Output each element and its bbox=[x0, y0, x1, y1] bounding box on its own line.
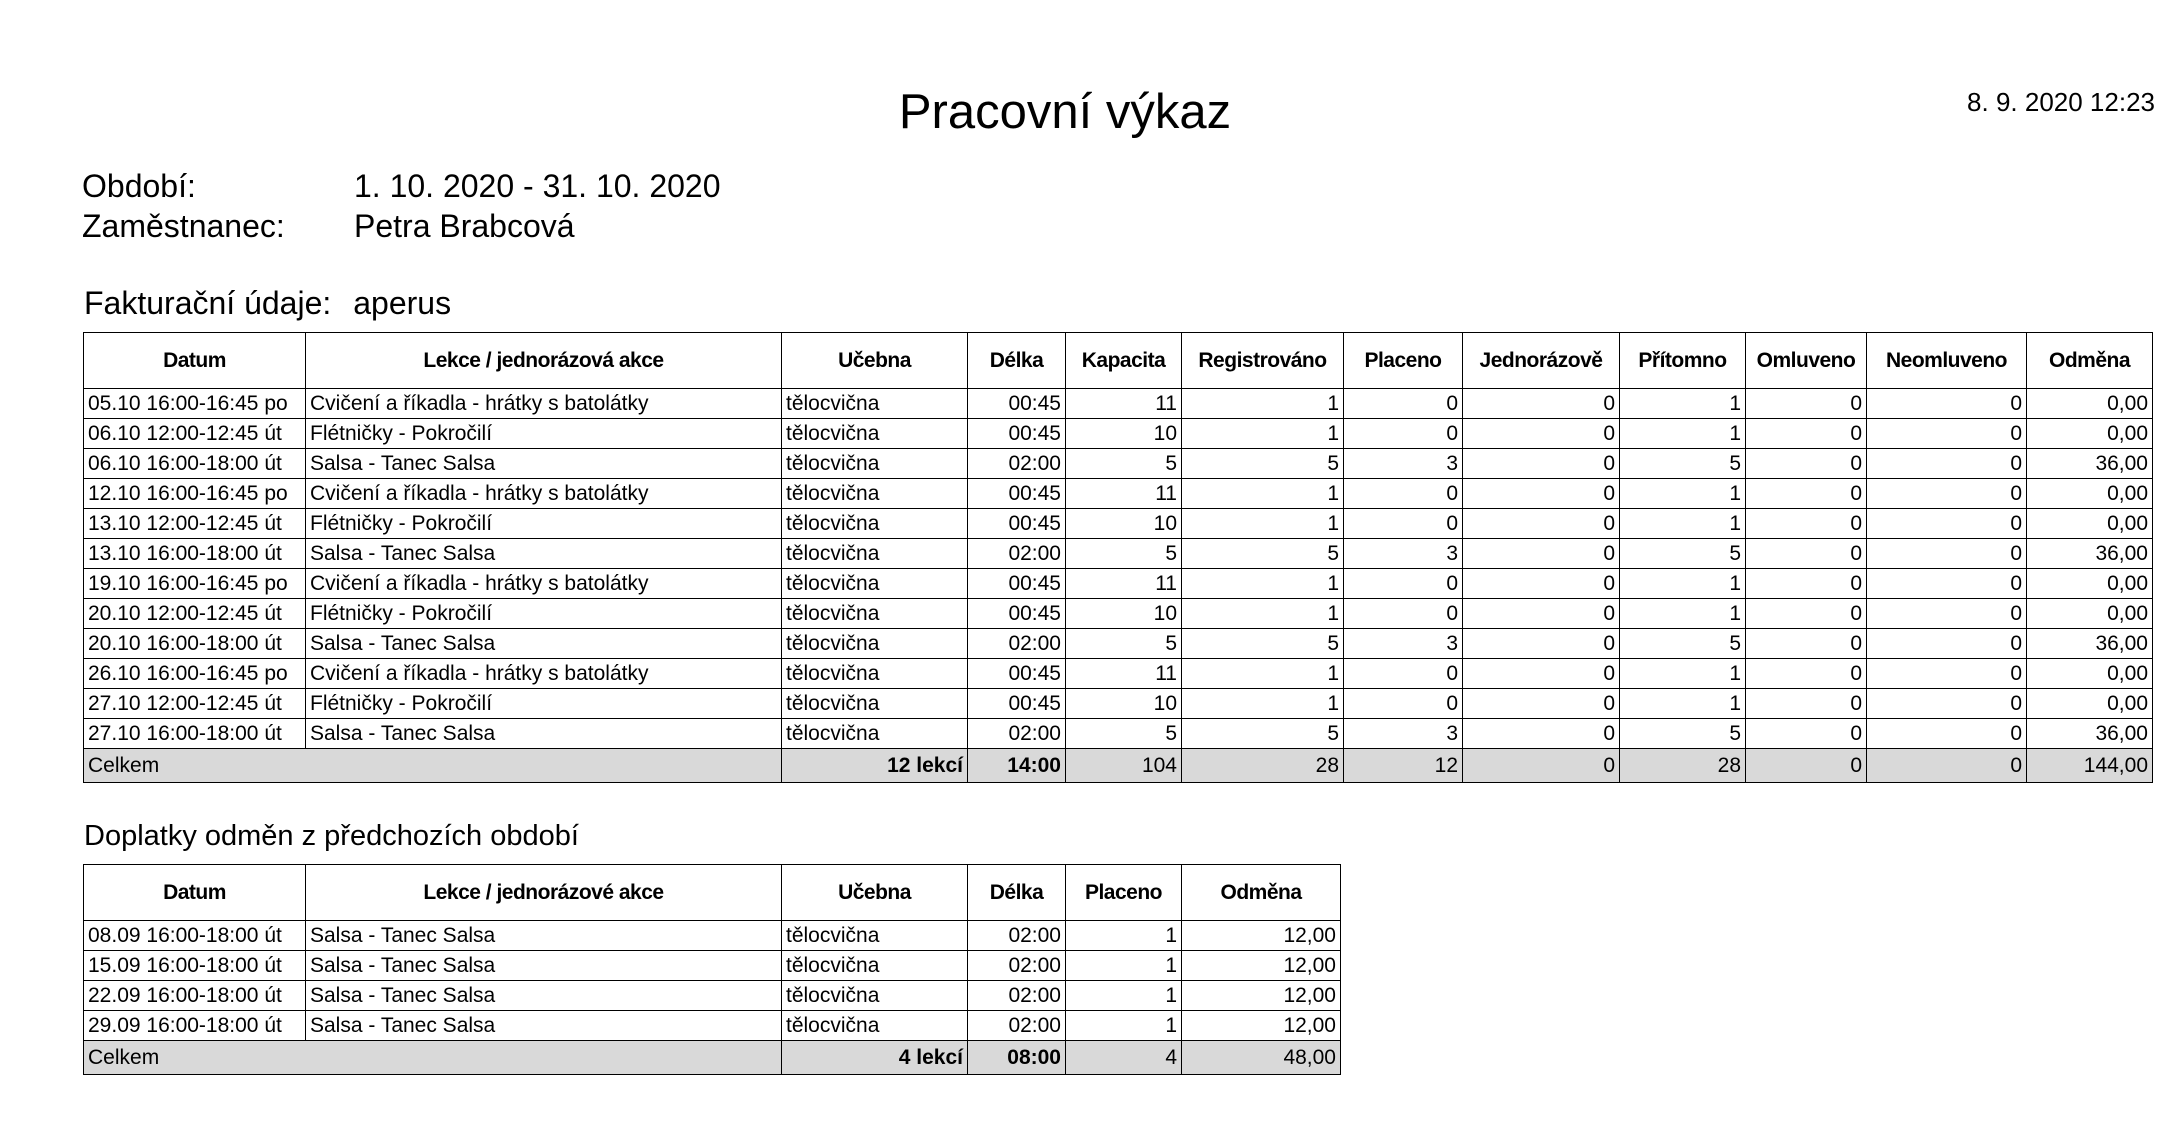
table-cell: 0 bbox=[1463, 449, 1620, 479]
table-cell: tělocvična bbox=[782, 509, 968, 539]
table-cell: 11 bbox=[1066, 389, 1182, 419]
table-cell: 0 bbox=[1867, 569, 2027, 599]
table-cell: 0 bbox=[1746, 419, 1867, 449]
main-table-body bbox=[84, 389, 2153, 783]
column-header: Učebna bbox=[782, 865, 968, 921]
total-value: 0 bbox=[1746, 749, 1867, 783]
table-cell: 0 bbox=[1867, 389, 2027, 419]
table-cell: 29.09 16:00-18:00 út bbox=[84, 1011, 306, 1041]
table-cell: 12,00 bbox=[1182, 951, 1341, 981]
table-cell: 1 bbox=[1620, 689, 1746, 719]
table-cell: 11 bbox=[1066, 659, 1182, 689]
table-cell: 12,00 bbox=[1182, 1011, 1341, 1041]
table-cell: 36,00 bbox=[2027, 449, 2153, 479]
table-cell: 0 bbox=[1746, 389, 1867, 419]
table-cell: 22.09 16:00-18:00 út bbox=[84, 981, 306, 1011]
column-header: Neomluveno bbox=[1867, 333, 2027, 389]
total-length: 14:00 bbox=[968, 749, 1066, 783]
column-header: Datum bbox=[84, 865, 306, 921]
total-lessons: 4 lekcí bbox=[782, 1041, 968, 1075]
table-cell: 0 bbox=[1463, 419, 1620, 449]
table-cell: 1 bbox=[1066, 921, 1182, 951]
table-cell: 02:00 bbox=[968, 449, 1066, 479]
table-cell: 0 bbox=[1867, 689, 2027, 719]
table-cell: 02:00 bbox=[968, 951, 1066, 981]
table-cell: 1 bbox=[1066, 1011, 1182, 1041]
table-cell: 02:00 bbox=[968, 921, 1066, 951]
table-cell: 12,00 bbox=[1182, 921, 1341, 951]
table-cell: 1 bbox=[1182, 689, 1344, 719]
table-cell: Flétničky - Pokročilí bbox=[306, 509, 782, 539]
table-cell: 5 bbox=[1066, 719, 1182, 749]
table-cell: 0 bbox=[1463, 479, 1620, 509]
table-cell: 0 bbox=[1344, 389, 1463, 419]
table-row bbox=[84, 569, 2153, 599]
table-cell: 12.10 16:00-16:45 po bbox=[84, 479, 306, 509]
table-cell: 1 bbox=[1182, 659, 1344, 689]
table-cell: 0 bbox=[1746, 539, 1867, 569]
table-cell: 5 bbox=[1620, 449, 1746, 479]
table-cell: tělocvična bbox=[782, 659, 968, 689]
table-cell: Cvičení a říkadla - hrátky s batolátky bbox=[306, 479, 782, 509]
period-label: Období: bbox=[82, 168, 196, 204]
table-cell: 06.10 16:00-18:00 út bbox=[84, 449, 306, 479]
table-cell: 5 bbox=[1066, 629, 1182, 659]
table-cell: 0 bbox=[1463, 569, 1620, 599]
table-cell: 12,00 bbox=[1182, 981, 1341, 1011]
table-cell: 0 bbox=[1867, 449, 2027, 479]
total-value: 12 bbox=[1344, 749, 1463, 783]
column-header: Lekce / jednorázové akce bbox=[306, 865, 782, 921]
table-cell: 0 bbox=[1344, 509, 1463, 539]
table-cell: 0 bbox=[1746, 659, 1867, 689]
report-title: Pracovní výkaz bbox=[898, 85, 1232, 139]
table-cell: tělocvična bbox=[782, 921, 968, 951]
table-cell: 0,00 bbox=[2027, 509, 2153, 539]
table-cell: 0 bbox=[1463, 599, 1620, 629]
table-cell: 0 bbox=[1867, 419, 2027, 449]
table-row bbox=[84, 419, 2153, 449]
extra-table-header bbox=[84, 865, 1341, 921]
table-cell: 0 bbox=[1746, 599, 1867, 629]
table-row bbox=[84, 629, 2153, 659]
table-cell: 13.10 16:00-18:00 út bbox=[84, 539, 306, 569]
total-value: 48,00 bbox=[1182, 1041, 1341, 1075]
table-row bbox=[84, 389, 2153, 419]
table-cell: 1 bbox=[1620, 599, 1746, 629]
table-cell: 1 bbox=[1620, 479, 1746, 509]
table-cell: 1 bbox=[1182, 389, 1344, 419]
total-length: 08:00 bbox=[968, 1041, 1066, 1075]
column-header: Délka bbox=[968, 333, 1066, 389]
table-cell: 0 bbox=[1746, 449, 1867, 479]
table-cell: 0 bbox=[1746, 479, 1867, 509]
billing-value: aperus bbox=[353, 285, 452, 321]
column-header: Registrováno bbox=[1182, 333, 1344, 389]
table-cell: Salsa - Tanec Salsa bbox=[306, 921, 782, 951]
table-cell: 0,00 bbox=[2027, 479, 2153, 509]
table-cell: 1 bbox=[1182, 599, 1344, 629]
employee-row bbox=[82, 206, 575, 246]
table-cell: 0 bbox=[1867, 539, 2027, 569]
table-row bbox=[84, 689, 2153, 719]
table-cell: tělocvična bbox=[782, 981, 968, 1011]
table-cell: 15.09 16:00-18:00 út bbox=[84, 951, 306, 981]
table-cell: 0 bbox=[1867, 479, 2027, 509]
table-cell: 19.10 16:00-16:45 po bbox=[84, 569, 306, 599]
column-header: Placeno bbox=[1066, 865, 1182, 921]
table-cell: 5 bbox=[1066, 449, 1182, 479]
total-row bbox=[84, 1041, 1341, 1075]
table-row bbox=[84, 1011, 1341, 1041]
table-cell: 0,00 bbox=[2027, 569, 2153, 599]
table-cell: 11 bbox=[1066, 569, 1182, 599]
total-label: Celkem bbox=[84, 1041, 782, 1075]
table-cell: 5 bbox=[1182, 449, 1344, 479]
table-cell: 1 bbox=[1182, 569, 1344, 599]
column-header: Lekce / jednorázová akce bbox=[306, 333, 782, 389]
total-row bbox=[84, 749, 2153, 783]
table-cell: 3 bbox=[1344, 719, 1463, 749]
table-cell: tělocvična bbox=[782, 449, 968, 479]
table-cell: 0,00 bbox=[2027, 689, 2153, 719]
table-cell: 00:45 bbox=[968, 479, 1066, 509]
table-cell: 0,00 bbox=[2027, 599, 2153, 629]
billing-row bbox=[84, 283, 451, 323]
table-cell: Salsa - Tanec Salsa bbox=[306, 719, 782, 749]
table-cell: Salsa - Tanec Salsa bbox=[306, 539, 782, 569]
column-header: Délka bbox=[968, 865, 1066, 921]
table-cell: 1 bbox=[1620, 419, 1746, 449]
table-cell: 0 bbox=[1463, 689, 1620, 719]
table-cell: 0 bbox=[1867, 719, 2027, 749]
column-header: Odměna bbox=[1182, 865, 1341, 921]
table-cell: 00:45 bbox=[968, 419, 1066, 449]
total-value: 28 bbox=[1620, 749, 1746, 783]
table-cell: 5 bbox=[1182, 539, 1344, 569]
table-cell: tělocvična bbox=[782, 719, 968, 749]
table-cell: 0 bbox=[1463, 719, 1620, 749]
table-cell: Cvičení a říkadla - hrátky s batolátky bbox=[306, 569, 782, 599]
table-cell: tělocvična bbox=[782, 599, 968, 629]
table-cell: tělocvična bbox=[782, 389, 968, 419]
extra-table-body bbox=[84, 921, 1341, 1075]
table-cell: 0 bbox=[1344, 569, 1463, 599]
employee-value: Petra Brabcová bbox=[354, 208, 575, 244]
table-cell: 5 bbox=[1182, 629, 1344, 659]
total-lessons: 12 lekcí bbox=[782, 749, 968, 783]
table-cell: 1 bbox=[1066, 981, 1182, 1011]
table-cell: 0 bbox=[1746, 569, 1867, 599]
table-cell: Salsa - Tanec Salsa bbox=[306, 951, 782, 981]
table-cell: 0 bbox=[1344, 599, 1463, 629]
table-cell: 36,00 bbox=[2027, 629, 2153, 659]
table-cell: 1 bbox=[1066, 951, 1182, 981]
table-cell: 00:45 bbox=[968, 389, 1066, 419]
table-cell: 3 bbox=[1344, 539, 1463, 569]
table-cell: 3 bbox=[1344, 629, 1463, 659]
total-value: 144,00 bbox=[2027, 749, 2153, 783]
total-label: Celkem bbox=[84, 749, 782, 783]
table-cell: tělocvična bbox=[782, 689, 968, 719]
table-cell: 1 bbox=[1620, 659, 1746, 689]
report-timestamp: 8. 9. 2020 12:23 bbox=[1967, 87, 2155, 117]
table-cell: 0 bbox=[1344, 419, 1463, 449]
table-row bbox=[84, 539, 2153, 569]
table-cell: 10 bbox=[1066, 419, 1182, 449]
table-cell: 1 bbox=[1620, 509, 1746, 539]
table-cell: tělocvična bbox=[782, 629, 968, 659]
table-cell: 02:00 bbox=[968, 981, 1066, 1011]
table-cell: 0 bbox=[1746, 629, 1867, 659]
table-cell: 00:45 bbox=[968, 569, 1066, 599]
table-cell: 0 bbox=[1344, 659, 1463, 689]
table-cell: 0 bbox=[1867, 629, 2027, 659]
table-cell: 36,00 bbox=[2027, 539, 2153, 569]
table-cell: 1 bbox=[1182, 479, 1344, 509]
column-header: Jednorázově bbox=[1463, 333, 1620, 389]
table-cell: 02:00 bbox=[968, 719, 1066, 749]
table-cell: 5 bbox=[1620, 719, 1746, 749]
total-value: 0 bbox=[1463, 749, 1620, 783]
table-cell: Flétničky - Pokročilí bbox=[306, 419, 782, 449]
work-report-table bbox=[83, 332, 2153, 783]
table-cell: tělocvična bbox=[782, 419, 968, 449]
table-cell: Salsa - Tanec Salsa bbox=[306, 449, 782, 479]
table-cell: 00:45 bbox=[968, 509, 1066, 539]
table-cell: 5 bbox=[1620, 629, 1746, 659]
column-header: Omluveno bbox=[1746, 333, 1867, 389]
table-cell: tělocvična bbox=[782, 479, 968, 509]
main-table-header bbox=[84, 333, 2153, 389]
table-cell: 5 bbox=[1066, 539, 1182, 569]
table-cell: 26.10 16:00-16:45 po bbox=[84, 659, 306, 689]
table-cell: 06.10 12:00-12:45 út bbox=[84, 419, 306, 449]
total-value: 4 bbox=[1066, 1041, 1182, 1075]
table-cell: 0,00 bbox=[2027, 419, 2153, 449]
table-cell: Cvičení a říkadla - hrátky s batolátky bbox=[306, 659, 782, 689]
table-cell: 5 bbox=[1620, 539, 1746, 569]
extra-payments-table bbox=[83, 864, 1341, 1075]
table-cell: tělocvična bbox=[782, 539, 968, 569]
table-cell: 08.09 16:00-18:00 út bbox=[84, 921, 306, 951]
table-cell: 0 bbox=[1344, 479, 1463, 509]
table-cell: 0 bbox=[1463, 389, 1620, 419]
table-cell: 0,00 bbox=[2027, 389, 2153, 419]
table-row bbox=[84, 509, 2153, 539]
table-cell: 27.10 12:00-12:45 út bbox=[84, 689, 306, 719]
table-row bbox=[84, 719, 2153, 749]
table-row bbox=[84, 981, 1341, 1011]
table-cell: 00:45 bbox=[968, 659, 1066, 689]
table-cell: 1 bbox=[1620, 389, 1746, 419]
table-cell: 0,00 bbox=[2027, 659, 2153, 689]
table-row bbox=[84, 921, 1341, 951]
table-cell: Salsa - Tanec Salsa bbox=[306, 629, 782, 659]
total-value: 0 bbox=[1867, 749, 2027, 783]
table-cell: 0 bbox=[1746, 719, 1867, 749]
table-cell: Salsa - Tanec Salsa bbox=[306, 981, 782, 1011]
table-cell: 3 bbox=[1344, 449, 1463, 479]
table-cell: 0 bbox=[1746, 689, 1867, 719]
table-cell: 1 bbox=[1182, 509, 1344, 539]
column-header: Odměna bbox=[2027, 333, 2153, 389]
table-cell: 0 bbox=[1463, 629, 1620, 659]
table-cell: 10 bbox=[1066, 509, 1182, 539]
table-row bbox=[84, 449, 2153, 479]
total-value: 28 bbox=[1182, 749, 1344, 783]
table-cell: 0 bbox=[1463, 539, 1620, 569]
table-cell: 0 bbox=[1344, 689, 1463, 719]
table-row bbox=[84, 951, 1341, 981]
table-cell: 1 bbox=[1182, 419, 1344, 449]
table-cell: 0 bbox=[1463, 509, 1620, 539]
employee-label: Zaměstnanec: bbox=[82, 208, 285, 244]
column-header: Učebna bbox=[782, 333, 968, 389]
period-value: 1. 10. 2020 - 31. 10. 2020 bbox=[354, 168, 721, 204]
table-row bbox=[84, 599, 2153, 629]
table-cell: 00:45 bbox=[968, 689, 1066, 719]
column-header: Placeno bbox=[1344, 333, 1463, 389]
total-value: 104 bbox=[1066, 749, 1182, 783]
table-cell: 1 bbox=[1620, 569, 1746, 599]
table-cell: 0 bbox=[1867, 509, 2027, 539]
column-header: Kapacita bbox=[1066, 333, 1182, 389]
table-cell: tělocvična bbox=[782, 569, 968, 599]
table-cell: 0 bbox=[1463, 659, 1620, 689]
table-cell: tělocvična bbox=[782, 1011, 968, 1041]
table-cell: tělocvična bbox=[782, 951, 968, 981]
extra-section-title: Doplatky odměn z předchozích období bbox=[84, 820, 579, 852]
table-cell: 02:00 bbox=[968, 629, 1066, 659]
table-cell: 27.10 16:00-18:00 út bbox=[84, 719, 306, 749]
table-cell: 20.10 16:00-18:00 út bbox=[84, 629, 306, 659]
column-header: Datum bbox=[84, 333, 306, 389]
table-cell: Flétničky - Pokročilí bbox=[306, 689, 782, 719]
table-row bbox=[84, 479, 2153, 509]
table-cell: Cvičení a říkadla - hrátky s batolátky bbox=[306, 389, 782, 419]
table-cell: Flétničky - Pokročilí bbox=[306, 599, 782, 629]
table-row bbox=[84, 659, 2153, 689]
table-cell: 10 bbox=[1066, 599, 1182, 629]
period-row bbox=[82, 166, 721, 206]
billing-label: Fakturační údaje: bbox=[84, 285, 332, 321]
table-cell: 10 bbox=[1066, 689, 1182, 719]
table-cell: 20.10 12:00-12:45 út bbox=[84, 599, 306, 629]
table-cell: 0 bbox=[1867, 599, 2027, 629]
table-cell: 13.10 12:00-12:45 út bbox=[84, 509, 306, 539]
column-header: Přítomno bbox=[1620, 333, 1746, 389]
table-cell: 0 bbox=[1746, 509, 1867, 539]
table-cell: 0 bbox=[1867, 659, 2027, 689]
table-cell: 02:00 bbox=[968, 539, 1066, 569]
table-cell: 05.10 16:00-16:45 po bbox=[84, 389, 306, 419]
table-cell: 02:00 bbox=[968, 1011, 1066, 1041]
table-cell: 00:45 bbox=[968, 599, 1066, 629]
table-cell: 11 bbox=[1066, 479, 1182, 509]
table-cell: Salsa - Tanec Salsa bbox=[306, 1011, 782, 1041]
table-cell: 36,00 bbox=[2027, 719, 2153, 749]
table-cell: 5 bbox=[1182, 719, 1344, 749]
